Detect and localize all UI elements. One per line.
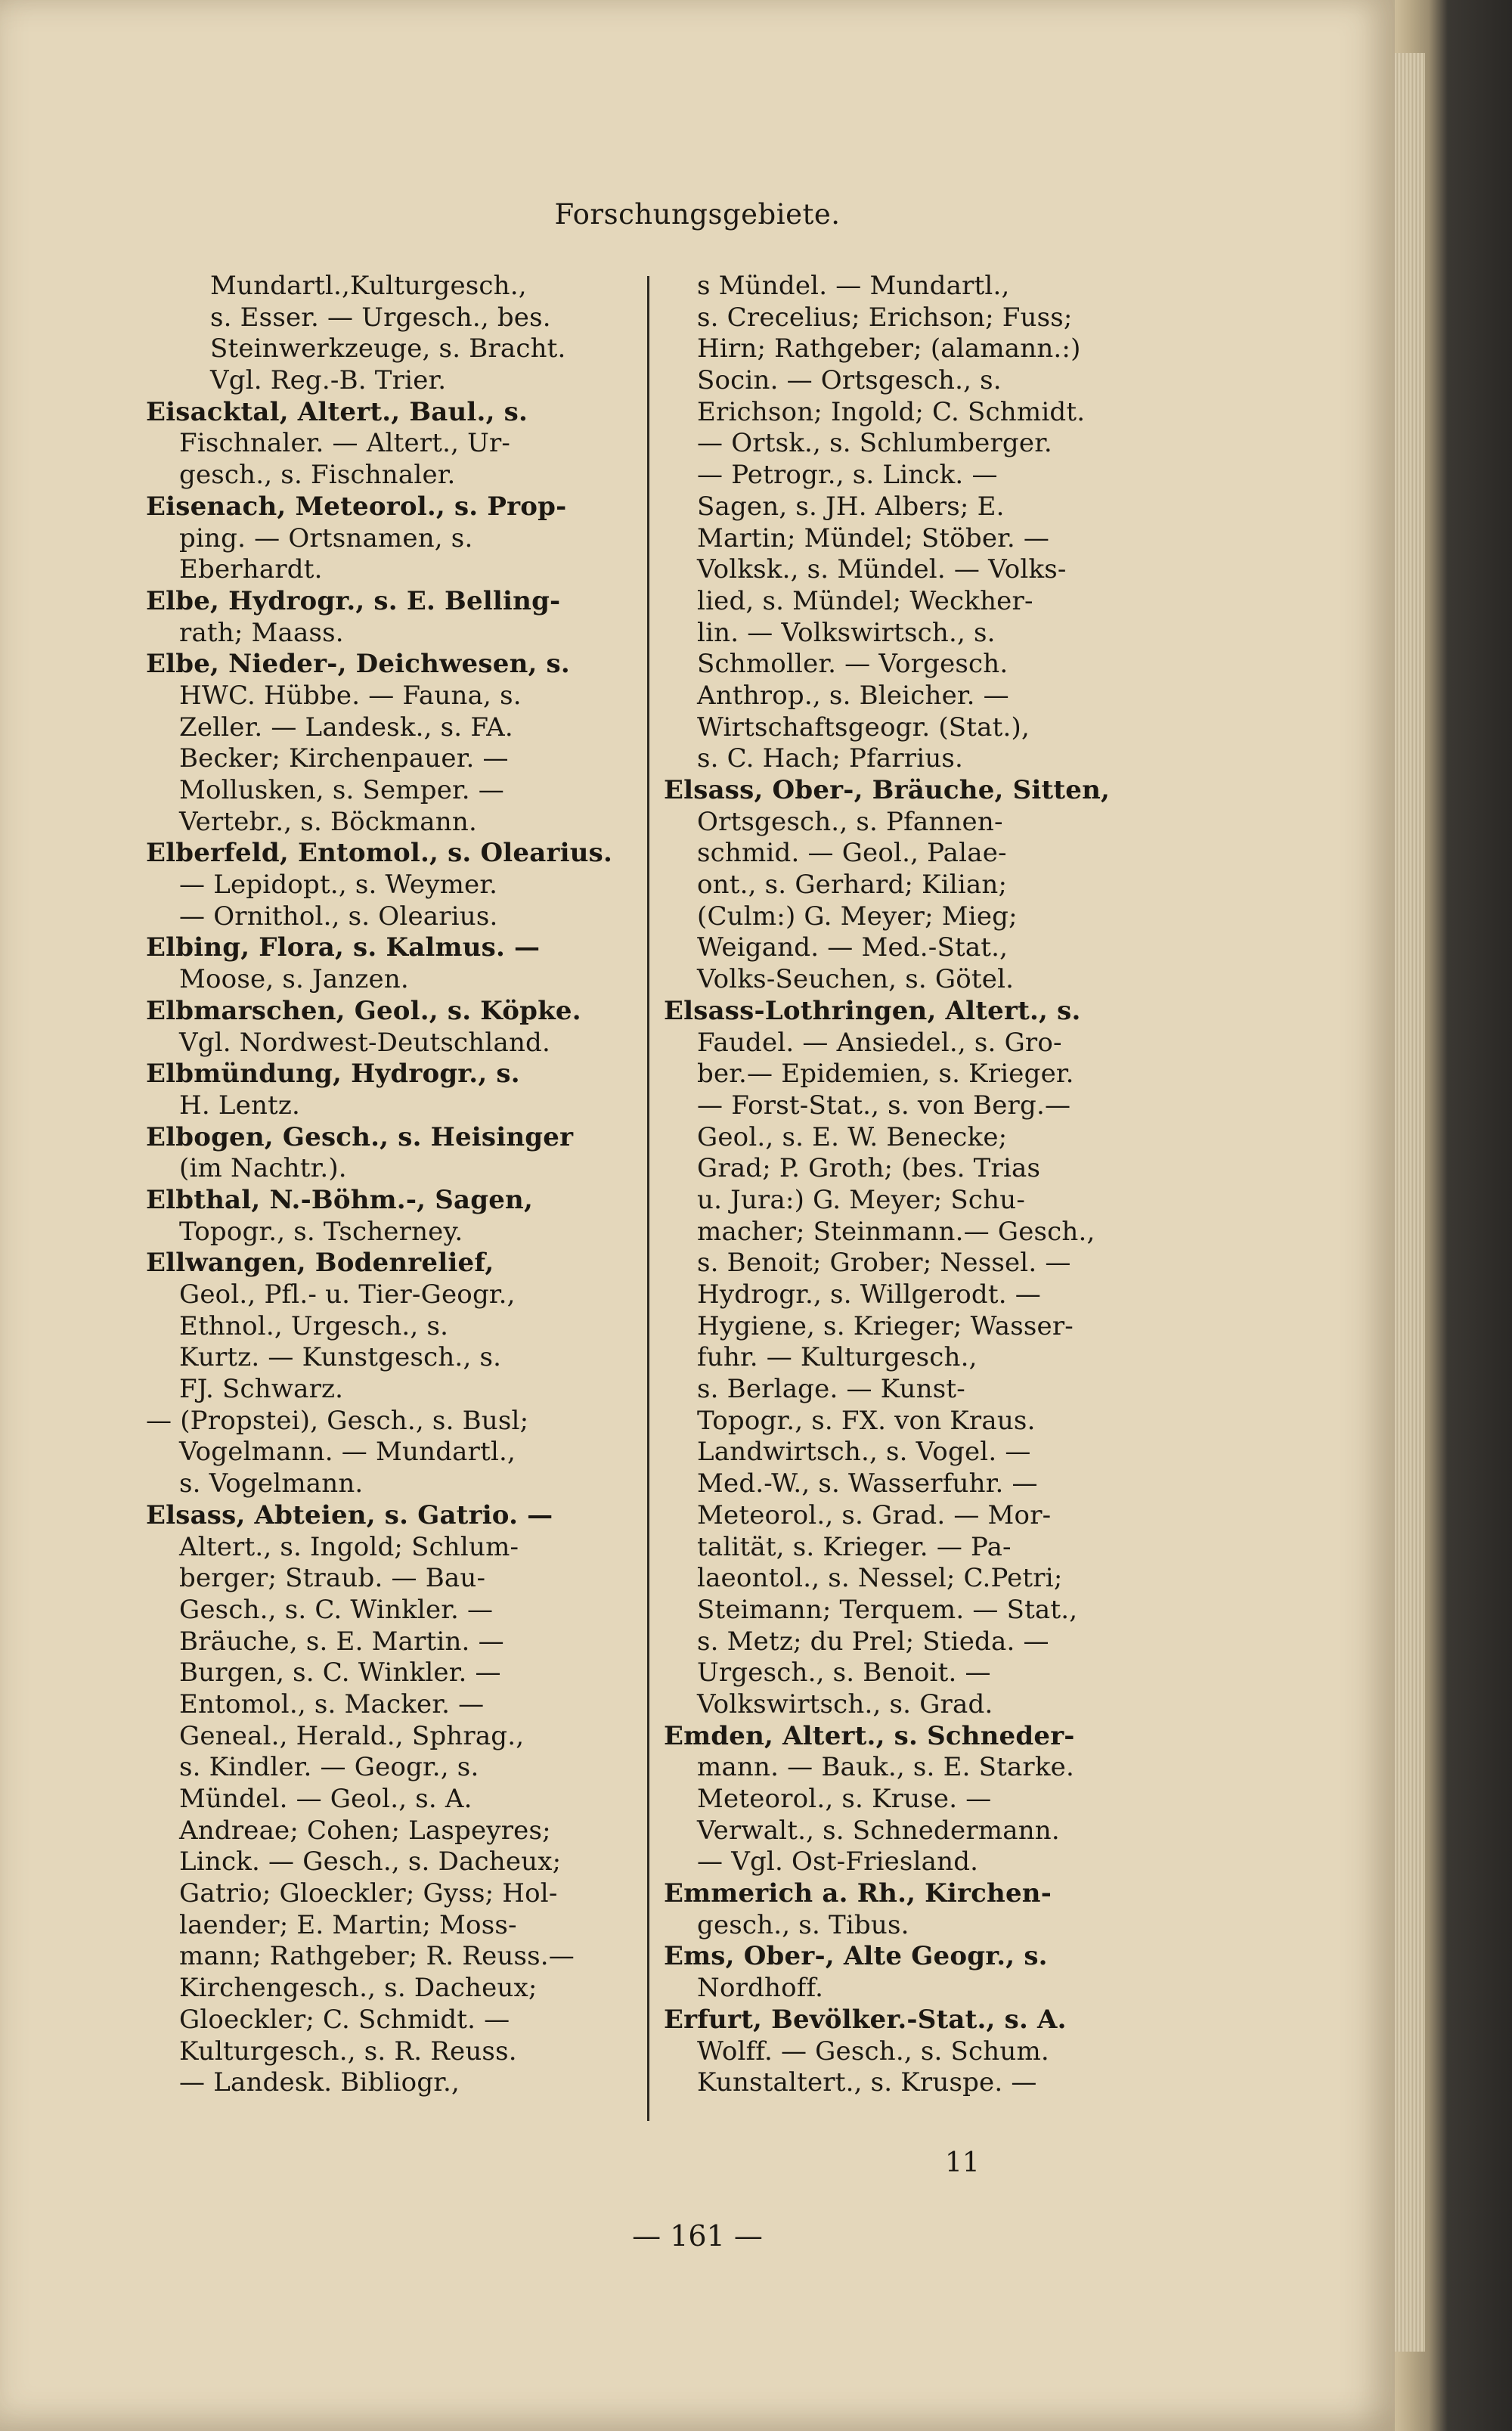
entry-line: Elbe, Hydrogr., s. E. Belling- [146,585,561,616]
entry-line: mann. — Bauk., s. E. Starke. [697,1752,1075,1783]
entry-line: Elbmarschen, Geol., s. Köpke. [146,995,581,1026]
entry-line: Kurtz. — Kunstgesch., s. [179,1342,502,1373]
entry-line: macher; Steinmann.— Gesch., [697,1216,1095,1247]
entry-line: Weigand. — Med.-Stat., [697,932,1009,963]
entry-line: laender; E. Martin; Moss- [179,1909,517,1940]
entry-line: Mollusken, s. Semper. — [179,775,504,805]
entry-line: ont., s. Gerhard; Kilian; [697,870,1008,901]
entry-line: Kirchengesch., s. Dacheux; [179,1973,538,2004]
entry-line: Faudel. — Ansiedel., s. Gro- [697,1027,1062,1058]
entry-line: Entomol., s. Macker. — [179,1688,485,1719]
entry-line: Schmoller. — Vorgesch. [697,649,1009,680]
entry-line: FJ. Schwarz. [179,1374,344,1405]
entry-line: (Culm:) G. Meyer; Mieg; [697,901,1018,932]
entry-line: ping. — Ortsnamen, s. [179,522,473,553]
entry-line: lin. — Volkswirtsch., s. [697,617,996,648]
entry-line: — Forst-Stat., s. von Berg.— [697,1090,1071,1121]
right-column [664,271,1151,2099]
entry-line: Anthrop., s. Bleicher. — [697,680,1009,711]
page-number: — 161 — [632,2219,763,2253]
entry-line: s. Benoit; Grober; Nessel. — [697,1248,1071,1279]
entry-line: Ethnol., Urgesch., s. [179,1310,449,1341]
entry-line: — (Propstei), Gesch., s. Busl; [146,1405,529,1436]
entry-line: Verwalt., s. Schnedermann. [697,1815,1060,1846]
entry-line: Emmerich a. Rh., Kirchen- [664,1878,1052,1909]
entry-line: Burgen, s. C. Winkler. — [179,1657,501,1688]
entry-line: — Landesk. Bibliogr., [179,2067,460,2098]
entry-line: Elbmündung, Hydrogr., s. [146,1059,520,1090]
entry-line: Martin; Mündel; Stöber. — [697,522,1050,553]
entry-line: — Lepidopt., s. Weymer. [179,870,498,901]
page-title: Forschungsgebiete. [554,198,841,231]
entry-line: Hydrogr., s. Willgerodt. — [697,1279,1041,1310]
entry-line: Steinwerkzeuge, s. Bracht. [210,333,566,364]
entry-line: Nordhoff. [697,1973,824,2004]
entry-line: s. Crecelius; Erichson; Fuss; [697,302,1073,333]
entry-line: s. Vogelmann. [179,1468,364,1499]
entry-line: (im Nachtr.). [179,1153,347,1184]
entry-line: u. Jura:) G. Meyer; Schu- [697,1184,1026,1215]
entry-line: schmid. — Geol., Palae- [697,838,1007,869]
entry-line: s Mündel. — Mundartl., [697,271,1010,301]
entry-line: Erfurt, Bevölker.-Stat., s. A. [664,2004,1067,2035]
entry-line: lied, s. Mündel; Weckher- [697,585,1033,616]
entry-line: Andreae; Cohen; Laspeyres; [179,1815,551,1846]
entry-line: Vgl. Nordwest-Deutschland. [179,1027,551,1058]
entry-line: s. Esser. — Urgesch., bes. [210,302,551,333]
entry-line: Bräuche, s. E. Martin. — [179,1626,504,1657]
entry-line: Eisacktal, Altert., Baul., s. [146,396,528,427]
entry-line: Landwirtsch., s. Vogel. — [697,1437,1031,1468]
entry-line: — Ornithol., s. Olearius. [179,901,498,932]
entry-line: Elbthal, N.-Böhm.-, Sagen, [146,1184,533,1215]
entry-line: Elberfeld, Entomol., s. Olearius. [146,838,613,869]
entry-line: talität, s. Krieger. — Pa- [697,1531,1012,1562]
entry-line: Vogelmann. — Mundartl., [179,1437,516,1468]
entry-line: laeontol., s. Nessel; C.Petri; [697,1563,1063,1594]
entry-line: Linck. — Gesch., s. Dacheux; [179,1847,562,1878]
entry-line: Elbing, Flora, s. Kalmus. — [146,932,541,963]
entry-line: Zeller. — Landesk., s. FA. [179,712,513,743]
entry-line: Hygiene, s. Krieger; Wasser- [697,1310,1074,1341]
entry-line: HWC. Hübbe. — Fauna, s. [179,680,522,711]
entry-line: Volkswirtsch., s. Grad. [697,1688,993,1719]
entry-line: — Petrogr., s. Linck. — [697,460,998,491]
entry-line: berger; Straub. — Bau- [179,1563,486,1594]
entry-line: Steimann; Terquem. — Stat., [697,1594,1078,1625]
entry-line: s. Kindler. — Geogr., s. [179,1752,479,1783]
entry-line: Meteorol., s. Kruse. — [697,1784,992,1814]
column-divider [647,276,649,2121]
entry-line: H. Lentz. [179,1090,301,1121]
entry-line: Meteorol., s. Grad. — Mor- [697,1499,1052,1530]
entry-line: Ems, Ober-, Alte Geogr., s. [664,1941,1048,1972]
entry-line: Geol., Pfl.- u. Tier-Geogr., [179,1279,516,1310]
entry-line: fuhr. — Kulturgesch., [697,1342,978,1373]
entry-line: Urgesch., s. Benoit. — [697,1657,991,1688]
entry-line: Emden, Altert., s. Schneder- [664,1720,1075,1751]
entry-line: Elsass, Abteien, s. Gatrio. — [146,1499,553,1530]
entry-line: Fischnaler. — Altert., Ur- [179,428,511,459]
entry-line: Volks-Seuchen, s. Götel. [697,964,1015,995]
entry-line: Kunstaltert., s. Kruspe. — [697,2067,1037,2098]
page-edges [1395,53,1425,2352]
entry-line: Geol., s. E. W. Benecke; [697,1121,1008,1152]
entry-line: Volksk., s. Mündel. — Volks- [697,554,1067,585]
entry-line: Sagen, s. JH. Albers; E. [697,491,1005,522]
entry-line: — Ortsk., s. Schlumberger. [697,428,1052,459]
entry-line: Vgl. Reg.-B. Trier. [210,365,447,396]
entry-line: Elsass-Lothringen, Altert., s. [664,995,1081,1026]
entry-line: Mundartl.,Kulturgesch., [210,271,527,301]
entry-line: Gatrio; Gloeckler; Gyss; Hol- [179,1878,558,1909]
entry-line: gesch., s. Fischnaler. [179,460,456,491]
entry-line: s. C. Hach; Pfarrius. [697,743,964,774]
entry-line: Ellwangen, Bodenrelief, [146,1248,494,1279]
entry-line: Elbe, Nieder-, Deichwesen, s. [146,649,570,680]
left-column [146,271,630,2099]
entry-line: Wirtschaftsgeogr. (Stat.), [697,712,1030,743]
entry-line: Vertebr., s. Böckmann. [179,806,477,837]
entry-line: — Vgl. Ost-Friesland. [697,1847,979,1878]
entry-line: Grad; P. Groth; (bes. Trias [697,1153,1041,1184]
entry-line: Erichson; Ingold; C. Schmidt. [697,396,1086,427]
entry-line: Elbogen, Gesch., s. Heisinger [146,1121,574,1152]
entry-line: s. Metz; du Prel; Stieda. — [697,1626,1049,1657]
entry-line: gesch., s. Tibus. [697,1909,909,1940]
entry-line: Ortsgesch., s. Pfannen- [697,806,1003,837]
entry-line: Eberhardt. [179,554,323,585]
entry-line: Elsass, Ober-, Bräuche, Sitten, [664,775,1111,805]
entry-line: ber.— Epidemien, s. Krieger. [697,1059,1074,1090]
entry-line: Topogr., s. Tscherney. [179,1216,463,1247]
entry-line: mann; Rathgeber; R. Reuss.— [179,1941,575,1972]
entry-line: Socin. — Ortsgesch., s. [697,365,1002,396]
entry-line: rath; Maass. [179,617,344,648]
entry-line: Moose, s. Janzen. [179,964,409,995]
entry-line: Wolff. — Gesch., s. Schum. [697,2036,1049,2067]
entry-line: Becker; Kirchenpauer. — [179,743,509,774]
entry-line: Hirn; Rathgeber; (alamann.:) [697,333,1081,364]
entry-line: Mündel. — Geol., s. A. [179,1784,472,1814]
entry-line: Topogr., s. FX. von Kraus. [697,1405,1036,1436]
entry-line: Altert., s. Ingold; Schlum- [179,1531,519,1562]
entry-line: Kulturgesch., s. R. Reuss. [179,2036,517,2067]
entry-line: Eisenach, Meteorol., s. Prop- [146,491,567,522]
entry-line: s. Berlage. — Kunst- [697,1374,965,1405]
entry-line: Gesch., s. C. Winkler. — [179,1594,494,1625]
entry-line: Gloeckler; C. Schmidt. — [179,2004,510,2035]
entry-line: Geneal., Herald., Sphrag., [179,1720,525,1751]
signature-mark: 11 [945,2147,980,2178]
entry-line: Med.-W., s. Wasserfuhr. — [697,1468,1038,1499]
